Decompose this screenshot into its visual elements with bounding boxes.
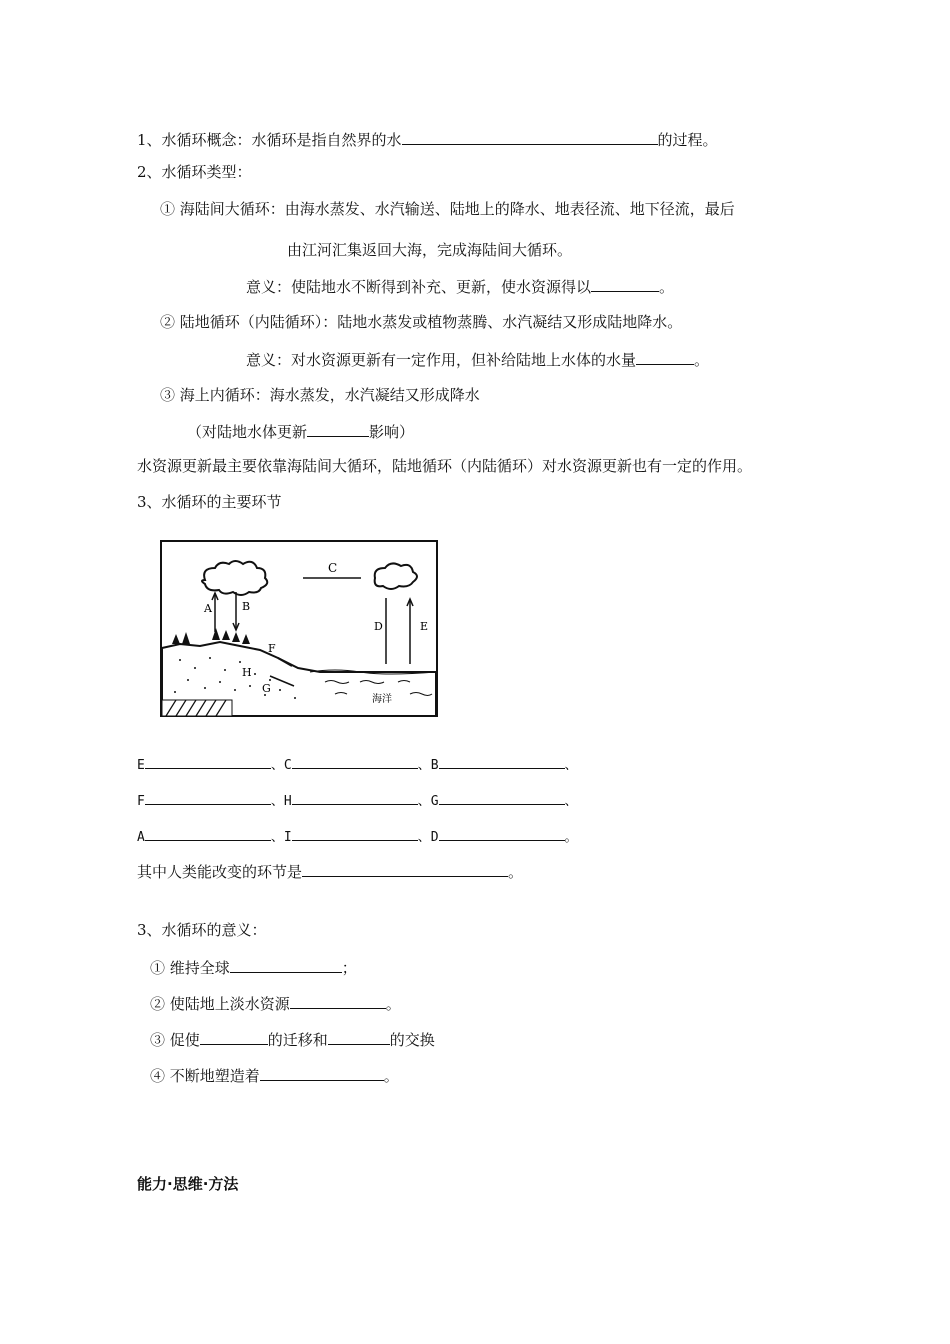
q2-a-blank[interactable] (591, 275, 659, 292)
label-f: F (268, 642, 276, 655)
q1-prefix: 1、水循环概念：水循环是指自然界的水 (137, 131, 402, 149)
q1-suffix: 的过程。 (657, 131, 718, 149)
q2-b-blank[interactable] (636, 348, 694, 365)
row3-sep1: 、 (270, 830, 284, 845)
q2-c-blank[interactable] (307, 420, 369, 437)
q4-item2-suffix: 。 (385, 995, 401, 1013)
q4-title: 3、水循环的意义： (137, 921, 267, 939)
row2-blank-g[interactable] (439, 788, 565, 805)
q2-c-note-prefix: （对陆地水体更新 (187, 423, 308, 441)
row1-label-b: B (430, 758, 439, 773)
row3-blank-d[interactable] (439, 824, 565, 841)
q1-line (137, 128, 718, 150)
q3-human-blank[interactable] (302, 860, 508, 877)
q2-b-meaning: 意义：对水资源更新有一定作用，但补给陆地上水体的水量 (246, 351, 637, 369)
label-g: G (262, 682, 271, 695)
row2-label-f: F (137, 794, 145, 809)
row1-blank-e[interactable] (145, 752, 271, 769)
row3-blank-i[interactable] (292, 824, 418, 841)
section-title: 能力·思维·方法 (137, 1175, 239, 1193)
row3-label-d: D (430, 830, 439, 845)
row1-label-c: C (283, 758, 292, 773)
q4-item3 (150, 1028, 435, 1050)
q4-item4-prefix: ④ 不断地塑造着 (150, 1067, 260, 1085)
q2-a-meaning: 意义：使陆地水不断得到补充、更新，使水资源得以 (246, 278, 592, 296)
row3-blank-a[interactable] (145, 824, 271, 841)
q3-row3 (137, 824, 578, 848)
label-e: E (420, 620, 429, 633)
row2-label-g: G (430, 794, 439, 809)
q3-human-prefix: 其中人类能改变的环节是 (137, 863, 303, 881)
q4-item2-prefix: ② 使陆地上淡水资源 (150, 995, 290, 1013)
row3-sep2: 、 (417, 830, 431, 845)
q4-item3-blank2[interactable] (328, 1028, 390, 1045)
label-d: D (374, 620, 383, 633)
q2-summary: 水资源更新最主要依靠海陆间大循环，陆地循环（内陆循环）对水资源更新也有一定的作用。 (137, 457, 753, 475)
q2-a-end: 。 (659, 278, 675, 296)
q4-item1-suffix: ； (341, 959, 357, 977)
row2-label-h: H (283, 794, 292, 809)
q2-c-line: ③ 海上内循环：海水蒸发，水汽凝结又形成降水 (160, 386, 480, 404)
row2-sep3: 、 (564, 794, 578, 809)
row2-sep1: 、 (270, 794, 284, 809)
q3-row2 (137, 788, 578, 812)
q4-item4-suffix: 。 (383, 1067, 399, 1085)
q2-c-note (187, 420, 414, 442)
label-h: H (242, 666, 252, 679)
row3-label-a: A (137, 830, 145, 845)
q4-item1 (150, 956, 357, 978)
label-b: B (242, 600, 251, 613)
q4-item1-blank[interactable] (230, 956, 342, 973)
q3-row1 (137, 752, 578, 776)
row2-blank-f[interactable] (145, 788, 271, 805)
q2-b-line: ② 陆地循环（内陆循环）：陆地水蒸发或植物蒸腾、水汽凝结又形成陆地降水。 (160, 313, 683, 331)
row2-blank-h[interactable] (292, 788, 418, 805)
q4-item2-blank[interactable] (290, 992, 386, 1009)
row2-sep2: 、 (417, 794, 431, 809)
q2-c-note-suffix: 影响） (369, 423, 415, 441)
q3-title: 3、水循环的主要环节 (137, 493, 282, 511)
q3-human-suffix: 。 (508, 863, 524, 881)
q4-item3-blank1[interactable] (200, 1028, 268, 1045)
label-a: A (204, 602, 212, 615)
q4-item2 (150, 992, 401, 1014)
row1-blank-c[interactable] (292, 752, 418, 769)
q2-a-line1: ① 海陆间大循环：由海水蒸发、水汽输送、陆地上的降水、地表径流、地下径流，最后 (160, 200, 735, 218)
q1-blank[interactable] (402, 128, 658, 145)
label-ocean: 海洋 (372, 694, 392, 705)
q4-item3-suffix: 的交换 (389, 1031, 435, 1049)
q3-human-line (137, 860, 523, 882)
q2-b-end: 。 (694, 351, 710, 369)
q4-item1-prefix: ① 维持全球 (150, 959, 230, 977)
q2-b-meaning-line (246, 348, 709, 370)
row3-label-i: I (283, 830, 292, 845)
water-cycle-diagram (160, 540, 440, 718)
q4-item4-blank[interactable] (260, 1064, 384, 1081)
row1-sep2: 、 (417, 758, 431, 773)
q4-item3-mid: 的迁移和 (267, 1031, 328, 1049)
row1-blank-b[interactable] (439, 752, 565, 769)
row3-end: 。 (564, 830, 578, 845)
q4-item3-prefix: ③ 促使 (150, 1031, 200, 1049)
q4-item4 (150, 1064, 399, 1086)
q2-a-line2: 由江河汇集返回大海，完成海陆间大循环。 (287, 241, 573, 259)
label-c: C (328, 561, 338, 575)
row1-label-e: E (137, 758, 145, 773)
q2-title: 2、水循环类型： (137, 163, 252, 181)
row1-sep1: 、 (270, 758, 284, 773)
q2-a-meaning-line (246, 275, 674, 297)
row1-sep3: 、 (564, 758, 578, 773)
